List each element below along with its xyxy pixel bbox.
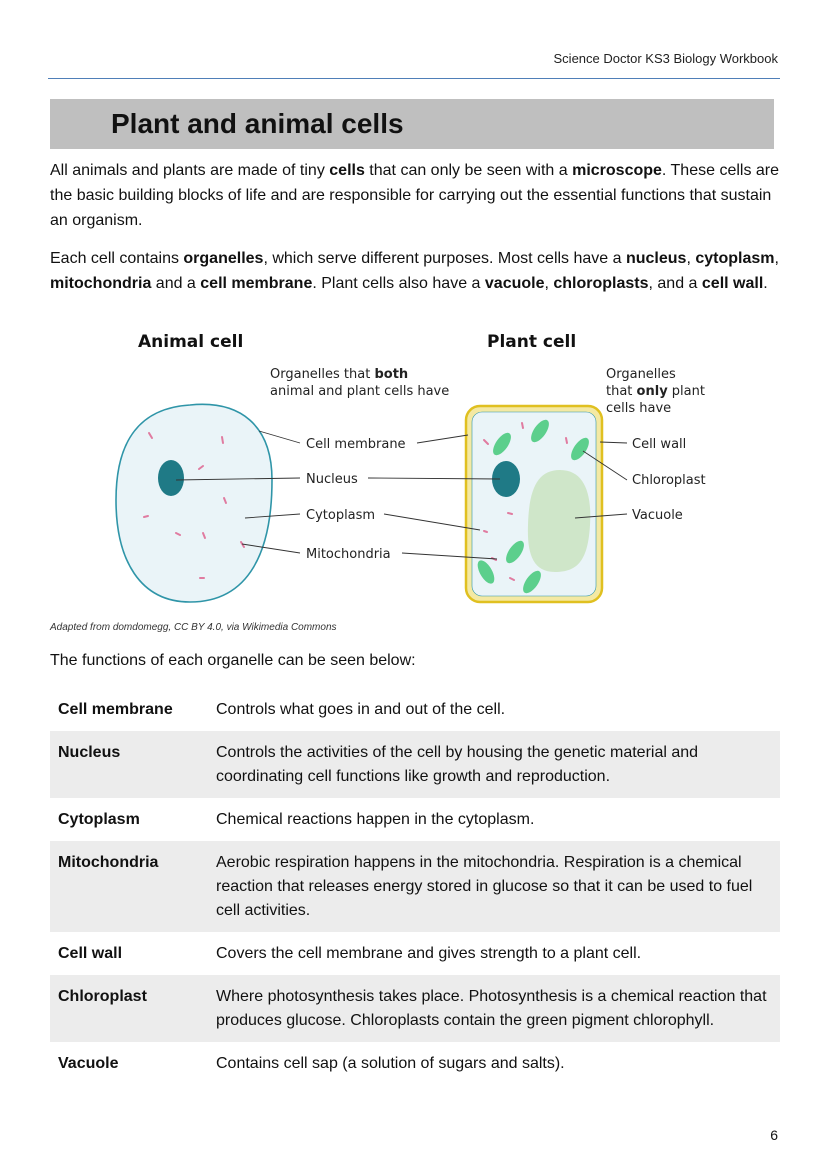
both-heading-line2: animal and plant cells have: [270, 384, 450, 399]
only-heading-line2: [606, 384, 705, 399]
table-intro: The functions of each organelle can be seen below:: [50, 652, 416, 669]
mitochondrion: [566, 438, 567, 443]
organelle-name: Nucleus: [58, 744, 121, 761]
text-run: ,: [774, 250, 779, 267]
leader-cell-wall: [600, 442, 627, 443]
bold-term: mitochondria: [50, 275, 152, 292]
table-row: [50, 932, 780, 975]
text-run: .: [763, 275, 768, 292]
table-row: [50, 798, 780, 841]
image-credit: Adapted from domdomegg, CC BY 4.0, via Wikimedia Commons: [50, 622, 337, 633]
mitochondrion: [522, 423, 523, 428]
only-heading-bold: only: [636, 384, 668, 399]
table-row: [50, 688, 780, 731]
text-run: . Plant cells also have a: [312, 275, 485, 292]
bold-term: chloroplasts: [553, 275, 649, 292]
organelle-description: Where photosynthesis takes place. Photosynthesis is a chemical reaction that produces glucose. Chloroplasts contain the green pigment chlorophyll.: [216, 988, 767, 1029]
both-heading: [270, 367, 408, 382]
label-cell-wall: Cell wall: [632, 437, 687, 452]
bold-term: cell membrane: [200, 275, 313, 292]
both-heading-bold: both: [374, 367, 409, 382]
mitochondrion: [508, 513, 512, 514]
label-chloroplast: Chloroplast: [632, 473, 706, 488]
animal-cell-title: Animal cell: [138, 332, 244, 352]
organelle-name: Chloroplast: [58, 988, 147, 1005]
shared-labels: [306, 437, 406, 562]
text-run: . These cells are the basic building blocks of life and are responsible for carrying out the essential functions that sustain an organism.: [50, 162, 780, 229]
text-run: Each cell contains: [50, 250, 184, 267]
both-heading-pre: Organelles that: [270, 367, 375, 382]
bold-term: vacuole: [484, 275, 545, 292]
only-heading-post: plant: [667, 384, 705, 399]
plant-cell-title: Plant cell: [487, 332, 577, 352]
bold-term: organelles: [183, 250, 264, 267]
organelle-name: Vacuole: [58, 1055, 119, 1072]
text-run: , and a: [648, 275, 702, 292]
organelle-description: Contains cell sap (a solution of sugars and salts).: [216, 1055, 565, 1072]
text-run: that can only be seen with a: [364, 162, 573, 179]
organelles-paragraph: [50, 246, 780, 296]
label-cytoplasm: Cytoplasm: [306, 508, 376, 523]
organelle-name: Mitochondria: [58, 854, 159, 871]
label-mitochondria: Mitochondria: [306, 547, 391, 562]
mitochondrion: [484, 531, 487, 532]
intro-paragraph: [50, 158, 780, 233]
organelle-name: Cell wall: [58, 945, 123, 962]
organelle-description: Chemical reactions happen in the cytoplasm.: [216, 811, 535, 828]
animal-cell-membrane: [116, 404, 272, 602]
table-row: [50, 731, 780, 798]
leader-membrane-plant: [417, 435, 468, 443]
text-run: and a: [151, 275, 201, 292]
text-run: ,: [544, 275, 554, 292]
bold-term: cells: [329, 162, 365, 179]
label-cell-membrane: Cell membrane: [306, 437, 406, 452]
animal-nucleus: [158, 460, 184, 496]
organelle-name: Cell membrane: [58, 701, 173, 718]
page-title: Plant and animal cells: [111, 108, 404, 139]
organelle-table: [50, 688, 780, 1085]
table-row: [50, 1042, 780, 1085]
bold-term: cytoplasm: [695, 250, 775, 267]
label-nucleus: Nucleus: [306, 472, 358, 487]
text-run: , which serve different purposes. Most cells have a: [263, 250, 626, 267]
page-number: 6: [770, 1127, 778, 1143]
bold-term: microscope: [572, 162, 662, 179]
table-row: [50, 841, 780, 932]
only-heading-line3: cells have: [606, 401, 672, 416]
bold-term: nucleus: [625, 250, 687, 267]
organelle-description: Controls the activities of the cell by housing the genetic material and coordinating cell functions like growth and reproduction.: [216, 744, 699, 785]
text-run: All animals and plants are made of tiny: [50, 162, 330, 179]
label-vacuole: Vacuole: [632, 508, 683, 523]
header-divider: [48, 78, 780, 79]
mitochondrion: [222, 437, 223, 443]
bold-term: cell wall: [701, 275, 764, 292]
header-title: Science Doctor KS3 Biology Workbook: [553, 51, 778, 66]
title-banner: [50, 99, 774, 149]
organelle-description: Aerobic respiration happens in the mitochondria. Respiration is a chemical reaction that releases energy stored in glucose so that it can be used to fuel cell activities.: [216, 854, 753, 919]
organelle-name: Cytoplasm: [58, 811, 140, 828]
only-heading-line1: Organelles: [606, 367, 676, 382]
organelle-description: Covers the cell membrane and gives strength to a plant cell.: [216, 945, 642, 962]
text-run: ,: [686, 250, 696, 267]
table-row: [50, 975, 780, 1042]
only-heading-pre: that: [606, 384, 637, 399]
cell-diagram: [0, 320, 828, 615]
organelle-description: Controls what goes in and out of the cell.: [216, 701, 506, 718]
plant-vacuole: [528, 470, 590, 572]
mitochondrion: [144, 516, 148, 517]
plant-labels: [632, 437, 706, 523]
